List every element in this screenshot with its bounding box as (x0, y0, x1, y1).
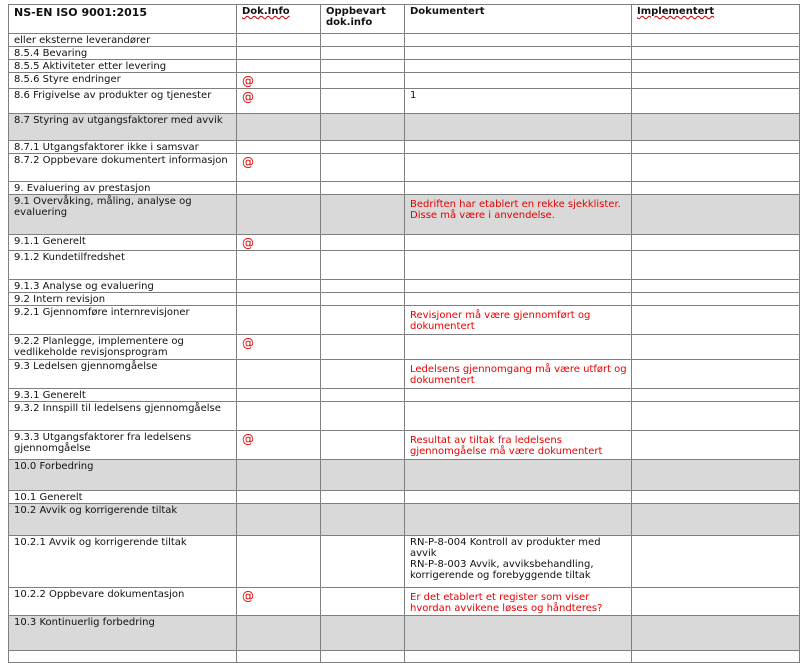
cell-dok-info (237, 460, 321, 491)
cell-oppbevart (321, 182, 405, 195)
cell-oppbevart (321, 47, 405, 60)
cell-dokumentert (405, 293, 632, 306)
cell-dok-info (237, 491, 321, 504)
cell-oppbevart (321, 114, 405, 141)
table-row (9, 306, 800, 335)
cell-oppbevart (321, 73, 405, 89)
table-row (9, 154, 800, 182)
cell-dokumentert (405, 154, 632, 182)
cell-dok-info: @ (237, 154, 321, 182)
cell-dok-info (237, 536, 321, 588)
cell-dok-info (237, 60, 321, 73)
table-row (9, 114, 800, 141)
table-row (9, 89, 800, 114)
table-row (9, 389, 800, 402)
cell-oppbevart (321, 491, 405, 504)
cell-dokumentert (405, 491, 632, 504)
cell-clause: 9.3.3 Utgangsfaktorer fra ledelsens gjennomgåelse (9, 431, 237, 460)
cell-oppbevart (321, 431, 405, 460)
cell-clause: 10.2.1 Avvik og korrigerende tiltak (9, 536, 237, 588)
table-row (9, 60, 800, 73)
cell-oppbevart (321, 60, 405, 73)
cell-dok-info (237, 114, 321, 141)
cell-clause: 9.1 Overvåking, måling, analyse og evaluering (9, 195, 237, 235)
header-dok-info-text: Dok.Info (242, 6, 290, 17)
table-row (9, 335, 800, 360)
cell-dokumentert (405, 504, 632, 536)
cell-implementert (632, 360, 800, 389)
cell-oppbevart (321, 280, 405, 293)
cell-implementert (632, 335, 800, 360)
cell-clause: 9.3.2 Innspill til ledelsens gjennomgåelse (9, 402, 237, 431)
cell-oppbevart (321, 195, 405, 235)
cell-implementert (632, 60, 800, 73)
cell-oppbevart (321, 588, 405, 616)
cell-dokumentert (405, 60, 632, 73)
cell-clause: 8.6 Frigivelse av produkter og tjenester (9, 89, 237, 114)
cell-dokumentert: Resultat av tiltak fra ledelsens gjennomgåelse må være dokumentert (405, 431, 632, 460)
cell-oppbevart (321, 651, 405, 663)
cell-implementert (632, 431, 800, 460)
cell-clause: 9.3 Ledelsen gjennomgåelse (9, 360, 237, 389)
cell-implementert (632, 536, 800, 588)
header-dok-info (237, 5, 321, 34)
cell-dokumentert: RN-P-8-004 Kontroll av produkter med avvik RN-P-8-003 Avvik, avviksbehandling, korrigerende og forebyggende tiltak (405, 536, 632, 588)
cell-dokumentert (405, 182, 632, 195)
cell-implementert (632, 460, 800, 491)
cell-implementert (632, 235, 800, 251)
cell-oppbevart (321, 360, 405, 389)
cell-dokumentert (405, 47, 632, 60)
cell-oppbevart (321, 335, 405, 360)
table-row (9, 34, 800, 47)
cell-dokumentert (405, 251, 632, 280)
cell-dokumentert (405, 280, 632, 293)
table-row (9, 182, 800, 195)
table-row (9, 431, 800, 460)
cell-clause: 8.5.4 Bevaring (9, 47, 237, 60)
table-row (9, 402, 800, 431)
cell-dok-info: @ (237, 431, 321, 460)
cell-dokumentert (405, 34, 632, 47)
cell-oppbevart (321, 402, 405, 431)
cell-clause: 8.7.1 Utgangsfaktorer ikke i samsvar (9, 141, 237, 154)
cell-clause: 8.5.5 Aktiviteter etter levering (9, 60, 237, 73)
cell-oppbevart (321, 251, 405, 280)
cell-oppbevart (321, 235, 405, 251)
cell-clause: 10.2 Avvik og korrigerende tiltak (9, 504, 237, 536)
cell-dokumentert (405, 141, 632, 154)
cell-dok-info (237, 251, 321, 280)
cell-clause: 10.3 Kontinuerlig forbedring (9, 616, 237, 651)
table-row (9, 360, 800, 389)
table-row (9, 293, 800, 306)
cell-dok-info (237, 280, 321, 293)
cell-clause: 9.2.1 Gjennomføre internrevisjoner (9, 306, 237, 335)
table-row (9, 616, 800, 651)
table-row (9, 235, 800, 251)
cell-dokumentert: Revisjoner må være gjennomført og dokumentert (405, 306, 632, 335)
cell-clause: 9.2 Intern revisjon (9, 293, 237, 306)
cell-implementert (632, 141, 800, 154)
cell-oppbevart (321, 141, 405, 154)
header-implementert-text: Implementert (637, 6, 715, 17)
cell-dok-info (237, 47, 321, 60)
cell-clause: eller eksterne leverandører (9, 34, 237, 47)
cell-dok-info (237, 306, 321, 335)
cell-oppbevart (321, 504, 405, 536)
cell-clause: 8.5.6 Styre endringer (9, 73, 237, 89)
table-row (9, 491, 800, 504)
cell-implementert (632, 195, 800, 235)
table-row (9, 195, 800, 235)
cell-dokumentert (405, 389, 632, 402)
cell-implementert (632, 280, 800, 293)
cell-dok-info (237, 651, 321, 663)
table-row (9, 280, 800, 293)
cell-oppbevart (321, 293, 405, 306)
table-row (9, 141, 800, 154)
header-implementert (632, 5, 800, 34)
table-row (9, 47, 800, 60)
cell-implementert (632, 306, 800, 335)
cell-dok-info (237, 616, 321, 651)
cell-dokumentert (405, 616, 632, 651)
table-header-row (9, 5, 800, 34)
cell-implementert (632, 616, 800, 651)
cell-dokumentert: Ledelsens gjennomgang må være utført og dokumentert (405, 360, 632, 389)
cell-implementert (632, 251, 800, 280)
table-row (9, 504, 800, 536)
cell-clause: 10.1 Generelt (9, 491, 237, 504)
cell-implementert (632, 293, 800, 306)
cell-dokumentert (405, 651, 632, 663)
cell-oppbevart (321, 616, 405, 651)
cell-implementert (632, 114, 800, 141)
cell-dok-info: @ (237, 73, 321, 89)
cell-implementert (632, 89, 800, 114)
cell-clause: 9.1.2 Kundetilfredshet (9, 251, 237, 280)
cell-implementert (632, 651, 800, 663)
cell-clause: 8.7 Styring av utgangsfaktorer med avvik (9, 114, 237, 141)
cell-dokumentert (405, 235, 632, 251)
cell-clause: 8.7.2 Oppbevare dokumentert informasjon (9, 154, 237, 182)
cell-clause: 9.1.1 Generelt (9, 235, 237, 251)
cell-dokumentert: Er det etablert et register som viser hvordan avvikene løses og håndteres? (405, 588, 632, 616)
cell-dok-info: @ (237, 335, 321, 360)
iso-9001-requirements-table (8, 4, 800, 663)
cell-dokumentert (405, 114, 632, 141)
cell-dokumentert (405, 73, 632, 89)
cell-dok-info (237, 141, 321, 154)
cell-oppbevart (321, 306, 405, 335)
cell-oppbevart (321, 460, 405, 491)
cell-dok-info (237, 195, 321, 235)
cell-dok-info (237, 402, 321, 431)
cell-implementert (632, 389, 800, 402)
cell-clause: 9.2.2 Planlegge, implementere og vedlikeholde revisjonsprogram (9, 335, 237, 360)
cell-dok-info: @ (237, 235, 321, 251)
cell-clause: 9.3.1 Generelt (9, 389, 237, 402)
table-row (9, 251, 800, 280)
cell-implementert (632, 588, 800, 616)
cell-clause: 10.2.2 Oppbevare dokumentasjon (9, 588, 237, 616)
cell-oppbevart (321, 389, 405, 402)
cell-implementert (632, 491, 800, 504)
cell-oppbevart (321, 536, 405, 588)
cell-dok-info (237, 504, 321, 536)
header-dokumentert: Dokumentert (405, 5, 632, 34)
cell-oppbevart (321, 89, 405, 114)
table-body (9, 34, 800, 663)
cell-oppbevart (321, 34, 405, 47)
table-row (9, 536, 800, 588)
header-oppbevart: Oppbevart dok.info (321, 5, 405, 34)
table-row (9, 73, 800, 89)
cell-implementert (632, 402, 800, 431)
cell-dok-info (237, 389, 321, 402)
cell-implementert (632, 182, 800, 195)
cell-implementert (632, 73, 800, 89)
table-row (9, 460, 800, 491)
cell-dok-info (237, 293, 321, 306)
cell-implementert (632, 47, 800, 60)
cell-dokumentert (405, 335, 632, 360)
cell-dok-info (237, 360, 321, 389)
cell-clause: 9. Evaluering av prestasjon (9, 182, 237, 195)
cell-clause: 9.1.3 Analyse og evaluering (9, 280, 237, 293)
header-standard: NS-EN ISO 9001:2015 (9, 5, 237, 34)
cell-dokumentert (405, 402, 632, 431)
cell-dok-info (237, 34, 321, 47)
cell-implementert (632, 154, 800, 182)
cell-clause: 10.0 Forbedring (9, 460, 237, 491)
cell-dok-info: @ (237, 89, 321, 114)
cell-dok-info (237, 182, 321, 195)
cell-dokumentert: Bedriften har etablert en rekke sjekklister. Disse må være i anvendelse. (405, 195, 632, 235)
table-row (9, 651, 800, 663)
cell-dokumentert (405, 460, 632, 491)
table-row (9, 588, 800, 616)
cell-implementert (632, 34, 800, 47)
cell-dok-info: @ (237, 588, 321, 616)
cell-oppbevart (321, 154, 405, 182)
cell-clause (9, 651, 237, 663)
cell-implementert (632, 504, 800, 536)
cell-dokumentert: 1 (405, 89, 632, 114)
